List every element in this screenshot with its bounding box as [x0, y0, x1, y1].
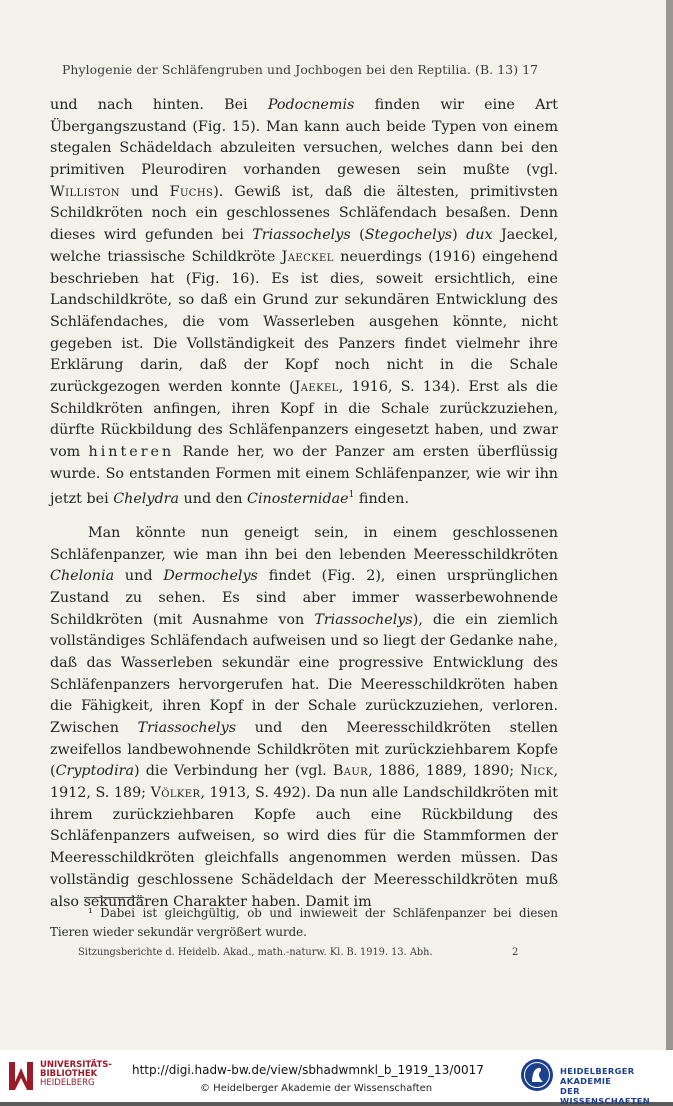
italic-term: Stegochelys: [364, 227, 453, 244]
university-library-name: [40, 1061, 112, 1088]
author-name: Nick: [520, 763, 554, 780]
academy-name: [560, 1066, 673, 1106]
footnote-rule: [84, 897, 144, 898]
italic-term: Triassochelys: [314, 611, 413, 628]
spaced-emphasis: hinteren: [88, 444, 175, 460]
academy-name-line-2: DER WISSENSCHAFTEN: [560, 1086, 650, 1106]
author-name: Baur: [332, 763, 369, 780]
page-number: 2: [512, 947, 519, 958]
running-header: Phylogenie der Schläfengruben und Jochbogen bei den Reptilia. (B. 13) 17: [62, 62, 539, 77]
publication-signature: Sitzungsberichte d. Heidelb. Akad., math.-naturw. Kl. B. 1919. 13. Abh.: [78, 947, 433, 958]
academy-seal-icon: [520, 1058, 554, 1092]
library-name-line-2: BIBLIOTHEK: [40, 1069, 98, 1079]
author-name: Jaekel: [294, 378, 339, 395]
italic-term: dux: [466, 227, 493, 244]
italic-term: Chelydra: [113, 491, 179, 508]
italic-term: Podocnemis: [267, 97, 355, 113]
library-name-line-1: UNIVERSITÄTS-: [40, 1060, 112, 1070]
footnote: ¹ Dabei ist gleichgültig, ob und inwieweit der Schläfenpanzer bei diesen Tieren wieder sekundär vergrößert wurde.: [50, 906, 558, 939]
library-name-line-3: HEIDELBERG: [40, 1078, 95, 1088]
permalink-url[interactable]: http://digi.hadw-bw.de/view/sbhadwmnkl_b_1919_13/0017: [132, 1063, 484, 1077]
author-name: Fuchs: [169, 183, 214, 200]
italic-term: Triassochelys: [252, 227, 351, 244]
page-edge: [666, 0, 673, 1050]
author-name: Jaeckel: [281, 248, 334, 265]
paragraph-2: Man könnte nun geneigt sein, in einem geschlossenen Schläfenpanzer, wie man ihn bei den lebenden Meeresschildkröten Chelonia und Dermochelys findet (Fig. 2), einen ursprünglichen Zustand zu sehen. Es sind aber immer wasserbewohnende Schildkröten (mit Ausnahme von Triassochelys), die ein ziemlich vollständiges Schläfendach aufweisen und so liegt der Gedanke nahe, daß das Wasserleben sekundär eine progressive Entwicklung des Schläfenpanzers hervorgerufen hat. Die Meeresschildkröten haben die Fähigkeit, ihren Kopf in der Schale zurückzuziehen, verloren. Zwischen Triassochelys und den Meeresschildkröten stellen zweifellos landbewohnende Schildkröten mit zurückziehbarem Kopfe (Cryptodira) die Verbindung her (vgl. Baur, 1886, 1889, 1890; Nick, 1912, S. 189; Völker, 1913, S. 492). Da nun alle Landschildkröten mit ihrem zurückziehbaren Kopfe auch eine Rückbildung des Schläfenpanzers aufweisen, so wird dies für die Stammformen der Meeresschildkröten gleichfalls angenommen werden müssen. Das vollständig geschlossene Schädeldach der Meeresschildkröten muß also sekundären Charakter haben. Damit im: [50, 524, 559, 910]
author-name: Völker: [150, 785, 201, 802]
italic-term: Triassochelys: [137, 720, 237, 737]
copyright-notice: © Heidelberger Akademie der Wissenschaften: [200, 1083, 433, 1094]
body-text: [50, 95, 558, 913]
academy-name-line-1: HEIDELBERGER AKADEMIE: [560, 1066, 635, 1086]
italic-term: Chelonia: [50, 568, 115, 585]
paragraph-1: und nach hinten. Bei Podocnemis finden wir eine Art Übergangszustand (Fig. 15). Man kann auch beide Typen von einem stegalen Schädeldach abzuleiten versuchen, welches dann bei den primitiven Pleurodiren vorhanden gewesen sein mußte (vgl. Williston und Fuchs). Gewiß ist, daß die ältesten, primitivsten Schildkröten noch ein geschlossenes Schläfendach besaßen. Denn dieses wird gefunden bei Triassochelys (Stegochelys) dux Jaeckel, welche triassische Schildkröte Jaeckel neuerdings (1916) eingehend beschrieben hat (Fig. 16). Es ist dies, soweit ersichtlich, eine Landschildkröte, so daß ein Grund zur sekundären Entwicklung des Schläfendaches, die vom Wasserleben ausgehen könnte, nicht gegeben ist. Die Vollständigkeit des Panzers findet vielmehr ihre Erklärung darin, daß der Kopf noch nicht in die Schale zurückgezogen werden konnte (Jaekel, 1916, S. 134). Erst als die Schildkröten anfingen, ihren Kopf in die Schale zurückzuziehen, dürfte Rückbildung des Schläfenpanzers eingesetzt haben, und zwar vom hinteren Rande her, wo der Panzer am ersten überflüssig wurde. So entstanden Formen mit einem Schläfenpanzer, wie wir ihn jetzt bei Chelydra und den Cinosternidae$^1$ finden.: [50, 97, 559, 508]
italic-term: Cinosternidae: [247, 491, 349, 508]
author-name: Williston: [50, 183, 120, 200]
italic-term: Cryptodira: [55, 763, 135, 780]
university-library-logo-icon: [6, 1056, 36, 1094]
italic-term: Dermochelys: [163, 568, 258, 585]
footnote-marker: 1: [348, 490, 355, 501]
